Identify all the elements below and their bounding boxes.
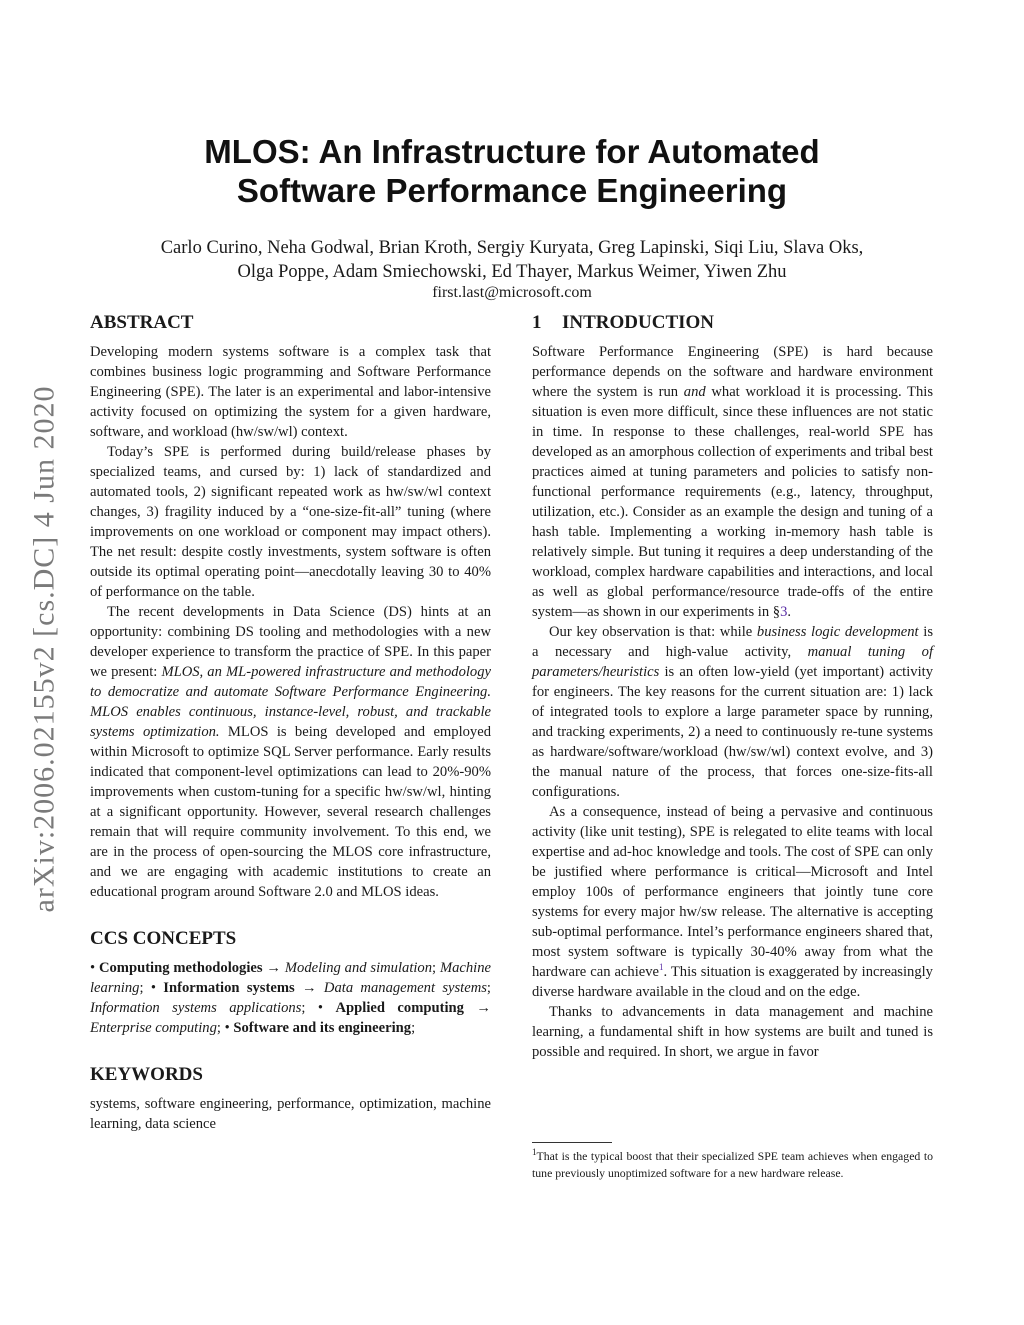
intro-emphasis-manual-tuning: manual tuning of parameters/heuristics (532, 644, 933, 680)
abstract-paragraph-2: Today’s SPE is performed during build/release phases by specialized teams, and cursed by: 1) lack of standardized and automated tools, 2) significant repeated work as hw/sw/wl context changes, 3) fragility induced by a “one-size-fit-all” tuning (where improvements on one workload or component may impact others). The net result: despite costly investments, system software is often outside its optimal operating point—anecdotally leaving 30 to 40% of performance on the table. (90, 444, 491, 600)
authors-line-2: Olga Poppe, Adam Smiechowski, Ed Thayer, Markus Weimer, Yiwen Zhu (237, 262, 787, 282)
section-title: INTRODUCTION (562, 312, 715, 333)
intro-paragraph-3: As a consequence, instead of being a pervasive and continuous activity (like unit testing), SPE is relegated to elite teams with local expertise and ad-hoc knowledge and tools. The cost of SPE can only be justified where performance is critical—Microsoft and Intel employ 100s of performance engineers that jointly tune core systems for every major hw/sw release. The alternative is accepting sub-optimal performance. Intel’s performance engineers shared that, most system software is typically 30-40% away from what the hardware can achieve$^1$. This situation is exaggerated by increasingly diverse hardware available in the cloud and on the edge. (532, 804, 933, 1000)
introduction-heading (532, 310, 933, 336)
ccs-concepts-list: • Computing methodologies → Modeling and simulation; Machine learning; • Information systems → Data management systems; Information systems applications; • Applied computing → Enterprise computing; • Software and its engineering; (90, 960, 492, 1036)
abstract-heading: ABSTRACT (90, 312, 194, 333)
title-line-2: Software Performance Engineering (236, 172, 788, 209)
abstract-p3-text-b: MLOS is being developed and employed within Microsoft to optimize SQL Server performance. Early results indicated that component-level optimizations can lead to 20%-90% improvements when custom-tuning for a specific hw/sw/wl, hinting at a significant opportunity. However, several research challenges remain that will require community involvement. To this end, we are in the process of open-sourcing the MLOS core infrastructure, and we are engaging with academic institutions to create an educational program around Software 2.0 and MLOS ideas. (90, 724, 492, 900)
ccs-computing-methodologies: Computing methodologies (98, 960, 263, 976)
intro-paragraph-1: Software Performance Engineering (SPE) is hard because performance depends on the software and hardware environment where the system is run and what workload it is processing. This situation is even more difficult, since these influences are not static in time. In response to these challenges, real-world SPE has developed as an amorphous collection of experiments and tribal best practices aimed at tuning parameters and policies to satisfy non-functional performance requirements (e.g., latency, throughput, utilization, etc.). Consider as an example the design and tuning of a hash table. Implementing a working in-memory hash table is relatively simple. But tuning it requires a deep understanding of the workload, complex hardware capabilities and interactions, and local as well as global performance/resource trade-offs of the entire system—as shown in our experiments in §3. (532, 344, 933, 620)
section-number: 1 (532, 312, 542, 333)
ccs-machine-learning: Machine learning (90, 960, 492, 996)
intro-paragraph-2: Our key observation is that: while business logic development is a necessary and high-value activity, manual tuning of parameters/heuristics is an often low-yield (yet important) activity for engineers. The key reasons for the current situation are: 1) lack of integrated tools to explore a large parameter space by running, and tracking experiments, 2) a need to continuously re-tune systems as hardware/software/workload (hw/sw/wl) context evolve, and 3) the manual nature of the process, that forces one-size-fits-all configurations. (532, 624, 934, 800)
section-reference-link[interactable]: 3 (780, 604, 788, 620)
footnote-text: That is the typical boost that their specialized SPE team achieves when engaged to tune previously unoptimized software for a new hardware release. (532, 1149, 933, 1180)
footnote-divider (532, 1142, 612, 1143)
ccs-modeling-simulation: Modeling and simulation (284, 960, 433, 976)
keywords-heading: KEYWORDS (90, 1064, 203, 1085)
ccs-data-management-systems: Data management systems (323, 980, 487, 996)
right-column (532, 310, 933, 1062)
paper-title (90, 132, 934, 210)
intro-emphasis-and: and (683, 384, 706, 400)
ccs-enterprise-computing: Enterprise computing (90, 1020, 217, 1036)
authors-line-1: Carlo Curino, Neha Godwal, Brian Kroth, Sergiy Kuryata, Greg Lapinski, Siqi Liu, Slava Oks, (160, 238, 864, 258)
footnote-mark: 1 (532, 1147, 537, 1158)
ccs-software-engineering: Software and its engineering (233, 1020, 412, 1036)
abstract-p3-emphasis: MLOS, an ML-powered infrastructure and methodology to democratize and automate Software Performance Engineering. MLOS enables continuous, instance-level, robust, and trackable systems optimization. (90, 664, 491, 740)
intro-paragraph-4: Thanks to advancements in data management and machine learning, a fundamental shift in how systems are built and tuned is possible and required. In short, we argue in favor (532, 1004, 933, 1060)
keywords-text: systems, software engineering, performance, optimization, machine learning, data science (90, 1096, 491, 1132)
footnote (532, 1148, 933, 1182)
author-email: first.last@microsoft.com (432, 284, 592, 301)
ccs-information-systems: Information systems (163, 980, 295, 996)
author-list (90, 236, 934, 284)
left-column (90, 310, 491, 1134)
abstract-paragraph-1: Developing modern systems software is a complex task that combines business logic programming and Software Performance Engineering (SPE). The later is an experimental and labor-intensive activity focused on optimizing the system for a given hardware, software, and workload (hw/sw/wl) context. (90, 344, 491, 440)
title-line-1: MLOS: An Infrastructure for Automated (204, 133, 820, 170)
ccs-information-systems-applications: Information systems applications (90, 1000, 302, 1016)
arxiv-identifier (18, 366, 70, 932)
ccs-applied-computing: Applied computing (335, 1000, 464, 1016)
abstract-p3-text-a: The recent developments in Data Science (DS) hints at an opportunity: combining DS tooling and methodologies with a new developer experience to transform the practice of SPE. In this paper we present: (90, 604, 491, 680)
abstract-paragraph-3 (90, 602, 491, 902)
ccs-heading: CCS CONCEPTS (90, 928, 237, 949)
footnote-reference-link[interactable]: 1 (659, 962, 664, 973)
arxiv-id-text: arXiv:2006.02155v2 [cs.DC] 4 Jun 2020 (27, 385, 60, 913)
intro-emphasis-business-logic: business logic development (756, 624, 919, 640)
